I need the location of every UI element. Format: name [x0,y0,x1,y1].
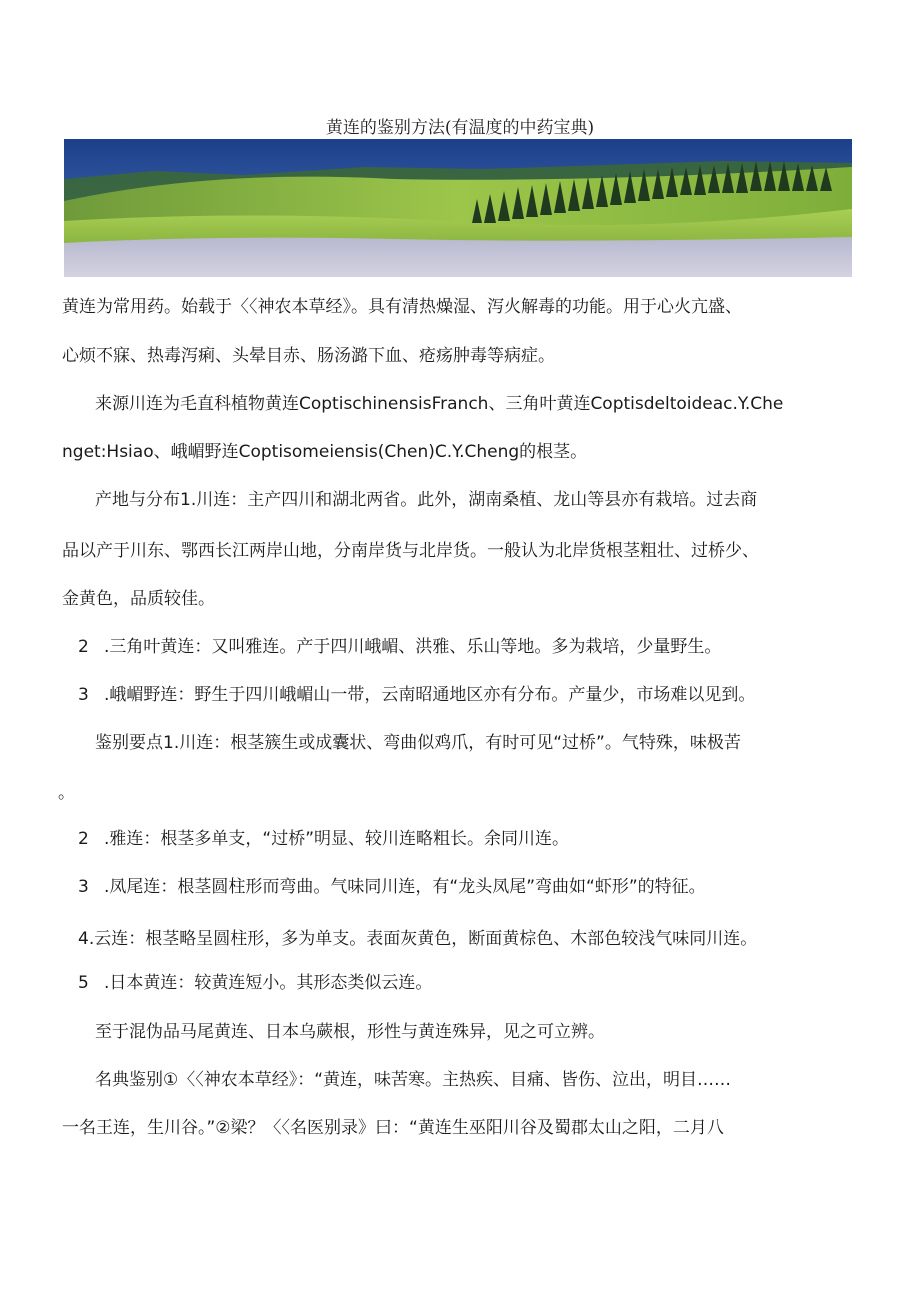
paragraph-line: 鉴别要点1.川连：根茎簇生或成囊状、弯曲似鸡爪，有时可见“过桥”。气特殊，味极苦 [95,733,741,753]
paragraph-line: 产地与分布1.川连：主产四川和湖北两省。此外，湖南桑植、龙山等县亦有栽培。过去商 [95,490,758,510]
list-item-text: .峨嵋野连：野生于四川峨嵋山一带，云南昭通地区亦有分布。产量少，市场难以见到。 [104,685,756,705]
list-item-text: .雅连：根茎多单支，“过桥”明显、较川连略粗长。余同川连。 [104,829,570,849]
list-item-text: .凤尾连：根茎圆柱形而弯曲。气味同川连，有“龙头凤尾”弯曲如“虾形”的特征。 [104,877,706,897]
list-item [78,685,755,705]
banner-image [64,139,852,277]
list-number: 2 [78,829,89,849]
list-item [78,877,706,897]
list-item [78,637,721,657]
list-item [78,973,432,993]
list-number: 3 [78,877,89,897]
list-item [78,829,569,849]
paragraph-line: 来源川连为毛直科植物黄连CoptischinensisFranch、三角叶黄连Coptisdeltoideac.Y.Che [95,394,784,414]
document-title: 黄连的鉴别方法(有温度的中药宝典) [325,118,595,138]
paragraph-line: 4.云连：根茎略呈圆柱形，多为单支。表面灰黄色，断面黄棕色、木部色较浅气味同川连。 [78,929,758,949]
list-number: 5 [78,973,89,993]
paragraph-line: 一名王连，生川谷。”②梁？〈〈名医别录》曰：“黄连生巫阳川谷及蜀郡太山之阳，二月八 [62,1118,724,1138]
paragraph-line: 心烦不寐、热毒泻痢、头晕目赤、肠汤潞下血、疮疡肿毒等病症。 [62,346,555,366]
paragraph-line: nget:Hsiao、峨嵋野连Coptisomeiensis(Chen)C.Y.Cheng的根茎。 [62,442,588,462]
paragraph-line: 名典鉴别①〈〈神农本草经》：“黄连，味苦寒。主热疾、目痛、皆伤、泣出，明目…… [95,1070,732,1090]
paragraph-line: 黄连为常用药。始载于〈〈神农本草经》。具有清热燥湿、泻火解毒的功能。用于心火亢盛、 [62,297,742,317]
list-number: 2 [78,637,89,657]
list-number: 3 [78,685,89,705]
list-item-text: .三角叶黄连：又叫雅连。产于四川峨嵋、洪雅、乐山等地。多为栽培，少量野生。 [104,637,722,657]
paragraph-line: 至于混伪品马尾黄连、日本乌蕨根，形性与黄连殊异，见之可立辨。 [95,1022,605,1042]
paragraph-line: 品以产于川东、鄂西长江两岸山地，分南岸货与北岸货。一般认为北岸货根茎粗壮、过桥少、 [62,541,759,561]
paragraph-line: 。 [58,783,75,803]
paragraph-line: 金黄色，品质较佳。 [62,589,215,609]
list-item-text: .日本黄连：较黄连短小。其形态类似云连。 [104,973,433,993]
